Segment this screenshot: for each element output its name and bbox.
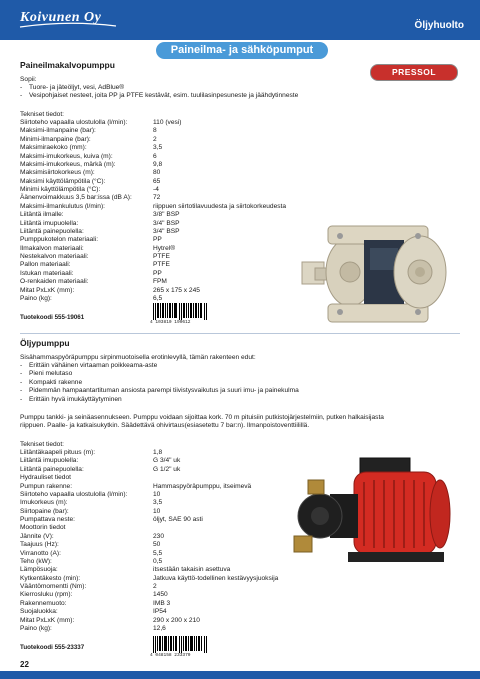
spec-value: PP [153,236,162,244]
spec-value: 12,6 [153,624,166,632]
list-item: - Pidemmän hampaantartituman ansiosta parempi tiivistysvaikutus ja suuri imu- ja painekulma [20,387,299,395]
spec-row [20,287,286,295]
spec-label: Minimi-ilmanpaine (bar): [20,135,91,143]
spec-label: Liitäntä painepuolella: [20,227,84,235]
spec-row [20,119,286,127]
spec-value: FPM [153,278,167,286]
spec-value: 6 [153,152,157,160]
list-item: - Tuore- ja jäteöljyt, vesi, AdBlue® [20,84,298,92]
spec-label: Maksimi käyttölämpötila (°C): [20,177,106,185]
spec-row [20,558,278,566]
spec-row [20,169,286,177]
spec-row [20,236,286,244]
spec-label: Pumpun rakenne: [20,482,73,490]
spec-label: Kytkentäkesto (min): [20,574,81,582]
spec-row [20,449,278,457]
spec-row [20,153,286,161]
spec-value: IP54 [153,608,167,616]
spec-value: 2 [153,583,157,590]
spec-value: Hytrel® [153,244,176,252]
spec-value: G 3/4" uk [153,457,181,465]
spec-row [20,575,278,583]
spec-row [20,516,278,524]
list-item: - Erittäin vähäinen virtaaman poikkeama-aste [20,362,299,370]
spec-label: Vääntömomentti (Nm): [20,583,87,590]
spec-value: PTFE [153,261,170,269]
spec-label: Liitäntä ilmalle: [20,211,64,219]
spec-value: PP [153,269,162,277]
logo-swoosh-icon [18,22,118,30]
spec-label: Istukan materiaali: [20,269,74,277]
spec-value: PTFE [153,253,170,260]
spec-value: itsestään takaisin asettuva [153,566,231,574]
spec-row [20,211,286,219]
spec-value: 290 x 200 x 210 [153,616,200,624]
product1-spec-table [20,119,286,303]
spec-label: Liitäntä imupuolella: [20,457,79,465]
spec-row [20,499,278,507]
spec-label: Liitäntä imupuolella: [20,219,79,227]
spec-label: Maksimiraekoko (mm): [20,144,87,152]
spec-label: Siirtoteho vapaalla ulostulolla (l/min): [20,119,128,126]
spec-label: Maksimi-ilmanpaine (bar): [20,127,96,135]
spec-label: Maksimi-imukorkeus, kuiva (m): [20,152,113,160]
spec-value: G 1/2" uk [153,465,181,473]
spec-label: Taajuus (Hz): [20,541,59,549]
spec-label: Teho (kW): [20,557,52,565]
spec-label: Hydrauliset tiedot [20,474,71,482]
list-item: - Pieni melutaso [20,370,299,378]
spec-row [20,270,286,278]
spec-row [20,245,286,253]
spec-row [20,617,278,625]
list-item: - Vesipohjaiset nesteet, joita PP ja PTFE kestävät, esim. tuulilasinpesuneste ja jäähdytinneste [20,92,298,100]
spec-row [20,625,278,633]
spec-row [20,144,286,152]
spec-value: 10 [153,490,161,498]
spec-value: 80 [153,169,161,177]
spec-label: Virranotto (A): [20,549,61,557]
spec-label: Maksimisiirtokorkeus (m): [20,169,95,177]
spec-row [20,127,286,135]
spec-row [20,261,286,269]
spec-label: Siirtoteho vapaalla ulostulolla (l/min): [20,490,128,498]
product2-description-line: riippuen. Paalle- ja katkaisukytkin. Säädettävä ohivirtaus(esiasetettu 7 bar:n). Ilmanpoistoventtiilillä. [20,422,310,429]
spec-row [20,466,278,474]
spec-value: 3,5 [153,499,163,507]
spec-label: Siirtopaine (bar): [20,507,69,515]
spec-row [20,161,286,169]
product2-spec-table [20,449,278,633]
category-title: Öljyhuolto [414,20,464,31]
spec-value: 2 [153,135,157,143]
product2-specs-title: Tekniset tiedot: [20,441,64,448]
spec-label: Maksimi-ilmankulutus (l/min): [20,202,105,210]
list-item: - Erittäin hyvä imukäyttäytyminen [20,396,299,404]
spec-row [20,591,278,599]
list-item: - Kompakti rakenne [20,379,299,387]
spec-value: 10 [153,507,161,515]
spec-label: Kierrosluku (rpm): [20,591,73,599]
spec-row [20,228,286,236]
spec-label: O-renkaiden materiaali: [20,278,89,286]
product1-title: Paineilmakalvopumppu [20,60,115,70]
spec-value: 72 [153,194,161,202]
footer-bar [0,671,480,679]
spec-value: Hammaspyöräpumppu, itseimevä [153,482,252,490]
spec-value: 6,5 [153,294,163,302]
product2-benefit-list [20,362,299,404]
product2-title: Öljypumppu [20,338,70,348]
product2-intro: Sisähammaspyöräpumppu sirpinmuotoisella erotinlevyllä, tämän rakenteen edut: [20,354,256,361]
page-number: 22 [20,660,29,669]
spec-label: Nestekalvon materiaali: [20,253,89,260]
spec-row [20,220,286,228]
diaphragm-pump-image [300,200,460,330]
spec-value: 3,5 [153,144,163,152]
spec-value: riippuen siirtotilavuudesta ja siirtokorkeudesta [153,202,287,210]
spec-value: 265 x 175 x 245 [153,286,200,294]
spec-label: Rakennemuoto: [20,599,67,607]
spec-label: Pumpattava neste: [20,516,75,523]
spec-value: öljyt, SAE 90 asti [153,516,203,523]
spec-label: Mitat PxLxK (mm): [20,286,75,294]
spec-label: Ilmakalvon materiaali: [20,244,84,252]
spec-row [20,608,278,616]
spec-value: 110 (vesi) [153,119,182,126]
section-banner: Paineilma- ja sähköpumput [156,42,328,59]
pressol-logo: PRESSOL [370,64,458,81]
spec-label: Jännite (V): [20,532,54,540]
spec-value: 1450 [153,591,168,599]
product1-specs-title: Tekniset tiedot: [20,111,64,118]
product1-code: Tuotekoodi 555-19061 [20,314,85,321]
product1-use-label: Sopii: [20,76,37,83]
spec-label: Lämpösuoja: [20,566,58,574]
spec-label: Suojaluokka: [20,608,58,616]
product2-code: Tuotekoodi 555-23337 [20,644,85,651]
spec-row [20,550,278,558]
spec-label: Äänenvoimakkuus 3,5 bar:issa (dB A): [20,194,132,202]
spec-row [20,278,286,286]
spec-value: 8 [153,127,157,135]
spec-label: Pumppukotelon materiaali: [20,236,99,244]
spec-label: Liitäntä painepuolella: [20,465,84,473]
spec-value: 3/4" BSP [153,227,180,235]
spec-row [20,566,278,574]
spec-row [20,533,278,541]
spec-row [20,194,286,202]
spec-row [20,253,286,261]
spec-label: Moottorin tiedot [20,524,66,532]
spec-value: 0,5 [153,557,163,565]
spec-row [20,474,278,482]
spec-row [20,178,286,186]
spec-label: Imukorkeus (m): [20,499,68,507]
spec-value: Jatkuva käyttö-todellinen kestävyysjuoksija [153,574,279,582]
barcode-number: 4 103810 190612 [150,320,191,325]
spec-value: 9,8 [153,160,163,168]
spec-row [20,600,278,608]
spec-row [20,541,278,549]
spec-row [20,524,278,532]
oil-pump-image [290,450,460,580]
header-bar [0,0,480,40]
spec-row [20,508,278,516]
spec-value: IMB 3 [153,599,171,607]
spec-row [20,583,278,591]
product2-description-line: Pumppu tankki- ja seinäasennukseen. Pumppu voidaan sijoittaa kork. 70 m pituisiin putkistojärjestelmiin, putken halkaisijasta [20,414,384,421]
spec-value: 1,8 [153,449,163,456]
spec-value: -4 [153,186,159,193]
spec-row [20,203,286,211]
spec-label: Mitat PxLxK (mm): [20,616,75,624]
spec-label: Maksimi-imukorkeus, märkä (m): [20,160,116,168]
section-divider [20,333,460,334]
spec-row [20,483,278,491]
barcode-number: 4 048158 233370 [150,653,191,658]
spec-value: 50 [153,541,161,549]
spec-label: Paino (kg): [20,294,52,302]
brand-logo: Koivunen Oy [20,10,102,25]
spec-value: 3/8" BSP [153,211,180,219]
spec-value: 5,5 [153,549,163,557]
spec-label: Minimi käyttölämpötila (°C): [20,186,101,193]
spec-label: Liitäntäkaapeli pituus (m): [20,449,96,456]
spec-row [20,457,278,465]
spec-label: Paino (kg): [20,624,52,632]
spec-row [20,295,286,303]
spec-row [20,136,286,144]
spec-value: 3/4" BSP [153,219,180,227]
spec-value: 65 [153,177,161,185]
product1-use-list [20,84,298,101]
spec-label: Pallon materiaali: [20,261,71,269]
spec-value: 230 [153,532,165,540]
spec-row [20,491,278,499]
